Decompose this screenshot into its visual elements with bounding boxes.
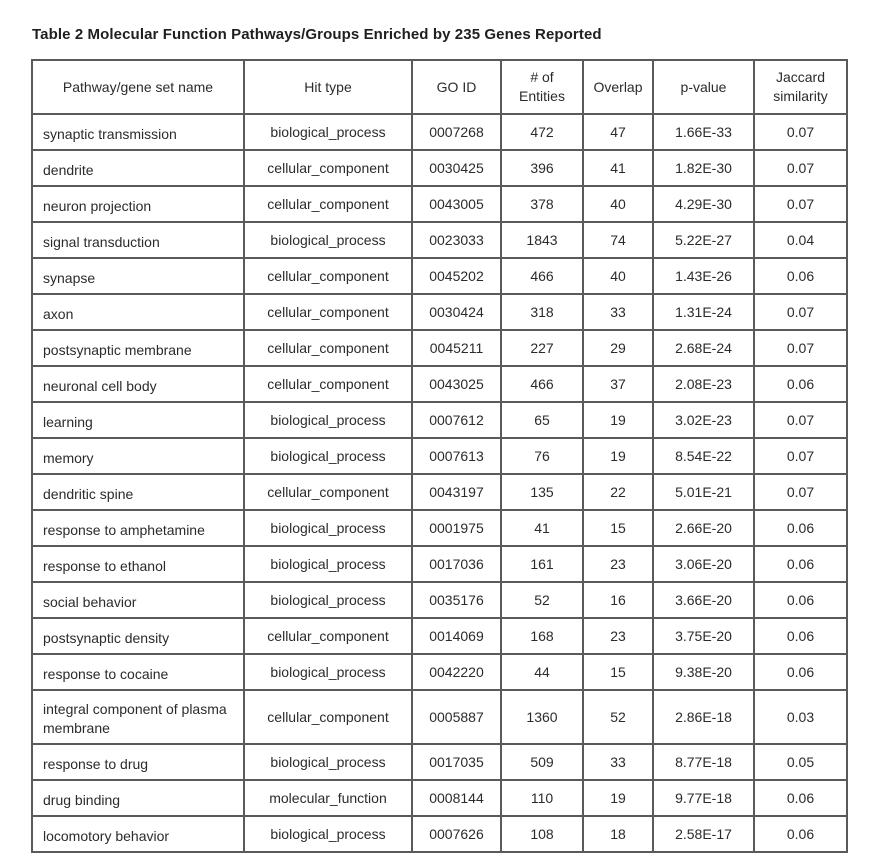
header-overlap: Overlap [583,60,653,114]
cell-hit-type: molecular_function [244,780,412,816]
cell-p-value: 5.22E-27 [653,222,754,258]
cell-num-entities: 135 [501,474,583,510]
cell-p-value: 3.66E-20 [653,582,754,618]
table-row [32,366,847,402]
cell-overlap: 37 [583,366,653,402]
cell-pathway-name: drug binding [32,780,244,816]
cell-jaccard: 0.06 [754,258,847,294]
table-row [32,654,847,690]
cell-overlap: 19 [583,402,653,438]
cell-pathway-name: neuron projection [32,186,244,222]
cell-p-value: 2.86E-18 [653,690,754,744]
cell-go-id: 0007613 [412,438,501,474]
cell-hit-type: cellular_component [244,366,412,402]
cell-pathway-name: response to drug [32,744,244,780]
cell-hit-type: biological_process [244,546,412,582]
cell-num-entities: 41 [501,510,583,546]
cell-p-value: 8.77E-18 [653,744,754,780]
cell-overlap: 15 [583,654,653,690]
cell-overlap: 23 [583,546,653,582]
cell-go-id: 0007626 [412,816,501,852]
header-pathway-name: Pathway/gene set name [32,60,244,114]
cell-jaccard: 0.06 [754,654,847,690]
cell-go-id: 0007268 [412,114,501,150]
cell-jaccard: 0.07 [754,330,847,366]
cell-p-value: 1.66E-33 [653,114,754,150]
cell-num-entities: 318 [501,294,583,330]
cell-hit-type: biological_process [244,816,412,852]
table-row [32,816,847,852]
cell-pathway-name: signal transduction [32,222,244,258]
table-row [32,618,847,654]
cell-jaccard: 0.04 [754,222,847,258]
cell-overlap: 15 [583,510,653,546]
table-row [32,402,847,438]
cell-num-entities: 52 [501,582,583,618]
cell-jaccard: 0.07 [754,438,847,474]
cell-overlap: 16 [583,582,653,618]
cell-overlap: 29 [583,330,653,366]
cell-pathway-name: axon [32,294,244,330]
header-row [32,60,847,114]
cell-go-id: 0030425 [412,150,501,186]
cell-overlap: 41 [583,150,653,186]
cell-hit-type: cellular_component [244,258,412,294]
cell-num-entities: 472 [501,114,583,150]
cell-overlap: 40 [583,186,653,222]
cell-p-value: 9.77E-18 [653,780,754,816]
cell-jaccard: 0.07 [754,402,847,438]
cell-overlap: 19 [583,438,653,474]
cell-jaccard: 0.07 [754,114,847,150]
cell-jaccard: 0.06 [754,366,847,402]
header-jaccard-similarity: Jaccard similarity [754,60,847,114]
cell-jaccard: 0.05 [754,744,847,780]
cell-hit-type: biological_process [244,438,412,474]
header-hit-type: Hit type [244,60,412,114]
cell-num-entities: 466 [501,366,583,402]
table-row [32,438,847,474]
table-row [32,258,847,294]
table-row [32,114,847,150]
cell-p-value: 2.68E-24 [653,330,754,366]
cell-hit-type: cellular_component [244,294,412,330]
cell-num-entities: 76 [501,438,583,474]
cell-overlap: 40 [583,258,653,294]
cell-go-id: 0045202 [412,258,501,294]
table-row [32,744,847,780]
cell-p-value: 2.66E-20 [653,510,754,546]
cell-hit-type: cellular_component [244,690,412,744]
cell-pathway-name: postsynaptic density [32,618,244,654]
cell-pathway-name: locomotory behavior [32,816,244,852]
cell-jaccard: 0.06 [754,618,847,654]
cell-overlap: 18 [583,816,653,852]
header-p-value: p-value [653,60,754,114]
cell-hit-type: cellular_component [244,186,412,222]
table-row [32,330,847,366]
cell-num-entities: 378 [501,186,583,222]
cell-p-value: 2.08E-23 [653,366,754,402]
cell-p-value: 3.06E-20 [653,546,754,582]
table-row [32,294,847,330]
cell-go-id: 0030424 [412,294,501,330]
cell-overlap: 19 [583,780,653,816]
table-header [32,60,847,114]
cell-jaccard: 0.07 [754,294,847,330]
cell-pathway-name: integral component of plasma membrane [32,690,244,744]
cell-p-value: 3.75E-20 [653,618,754,654]
cell-jaccard: 0.07 [754,186,847,222]
cell-overlap: 23 [583,618,653,654]
cell-pathway-name: learning [32,402,244,438]
cell-pathway-name: neuronal cell body [32,366,244,402]
cell-pathway-name: response to ethanol [32,546,244,582]
table-row [32,222,847,258]
cell-num-entities: 108 [501,816,583,852]
pathways-table [31,59,848,853]
cell-p-value: 1.82E-30 [653,150,754,186]
cell-hit-type: cellular_component [244,330,412,366]
cell-p-value: 1.43E-26 [653,258,754,294]
cell-hit-type: biological_process [244,654,412,690]
cell-go-id: 0045211 [412,330,501,366]
cell-hit-type: biological_process [244,222,412,258]
cell-go-id: 0008144 [412,780,501,816]
cell-p-value: 3.02E-23 [653,402,754,438]
table-row [32,780,847,816]
cell-num-entities: 168 [501,618,583,654]
cell-hit-type: cellular_component [244,474,412,510]
cell-num-entities: 1843 [501,222,583,258]
cell-num-entities: 161 [501,546,583,582]
table-row [32,546,847,582]
table-row [32,510,847,546]
cell-p-value: 5.01E-21 [653,474,754,510]
cell-pathway-name: postsynaptic membrane [32,330,244,366]
table-row [32,474,847,510]
cell-hit-type: cellular_component [244,618,412,654]
cell-pathway-name: response to amphetamine [32,510,244,546]
cell-pathway-name: synapse [32,258,244,294]
table-title: Table 2 Molecular Function Pathways/Groups Enriched by 235 Genes Reported [32,26,602,43]
cell-p-value: 9.38E-20 [653,654,754,690]
cell-overlap: 22 [583,474,653,510]
cell-go-id: 0043005 [412,186,501,222]
cell-go-id: 0043197 [412,474,501,510]
cell-hit-type: biological_process [244,114,412,150]
cell-go-id: 0017036 [412,546,501,582]
cell-p-value: 8.54E-22 [653,438,754,474]
cell-jaccard: 0.06 [754,780,847,816]
cell-go-id: 0017035 [412,744,501,780]
cell-hit-type: biological_process [244,744,412,780]
cell-jaccard: 0.06 [754,582,847,618]
cell-overlap: 52 [583,690,653,744]
cell-overlap: 74 [583,222,653,258]
cell-num-entities: 44 [501,654,583,690]
cell-jaccard: 0.07 [754,150,847,186]
cell-overlap: 47 [583,114,653,150]
cell-go-id: 0007612 [412,402,501,438]
cell-pathway-name: dendritic spine [32,474,244,510]
table-row [32,150,847,186]
cell-jaccard: 0.06 [754,816,847,852]
cell-pathway-name: social behavior [32,582,244,618]
cell-hit-type: biological_process [244,402,412,438]
cell-go-id: 0005887 [412,690,501,744]
cell-jaccard: 0.07 [754,474,847,510]
cell-hit-type: cellular_component [244,150,412,186]
cell-hit-type: biological_process [244,510,412,546]
cell-pathway-name: synaptic transmission [32,114,244,150]
cell-p-value: 1.31E-24 [653,294,754,330]
table-row [32,582,847,618]
cell-go-id: 0035176 [412,582,501,618]
cell-pathway-name: dendrite [32,150,244,186]
cell-p-value: 2.58E-17 [653,816,754,852]
table-body [32,114,847,852]
cell-num-entities: 1360 [501,690,583,744]
cell-pathway-name: response to cocaine [32,654,244,690]
cell-jaccard: 0.06 [754,546,847,582]
table-row [32,690,847,744]
cell-pathway-name: memory [32,438,244,474]
cell-jaccard: 0.03 [754,690,847,744]
cell-go-id: 0001975 [412,510,501,546]
cell-go-id: 0023033 [412,222,501,258]
cell-num-entities: 509 [501,744,583,780]
cell-num-entities: 110 [501,780,583,816]
table-row [32,186,847,222]
cell-go-id: 0043025 [412,366,501,402]
header-num-entities: # of Entities [501,60,583,114]
cell-go-id: 0014069 [412,618,501,654]
cell-num-entities: 466 [501,258,583,294]
cell-go-id: 0042220 [412,654,501,690]
cell-jaccard: 0.06 [754,510,847,546]
cell-overlap: 33 [583,294,653,330]
cell-num-entities: 396 [501,150,583,186]
cell-p-value: 4.29E-30 [653,186,754,222]
header-go-id: GO ID [412,60,501,114]
cell-num-entities: 227 [501,330,583,366]
cell-overlap: 33 [583,744,653,780]
cell-num-entities: 65 [501,402,583,438]
cell-hit-type: biological_process [244,582,412,618]
